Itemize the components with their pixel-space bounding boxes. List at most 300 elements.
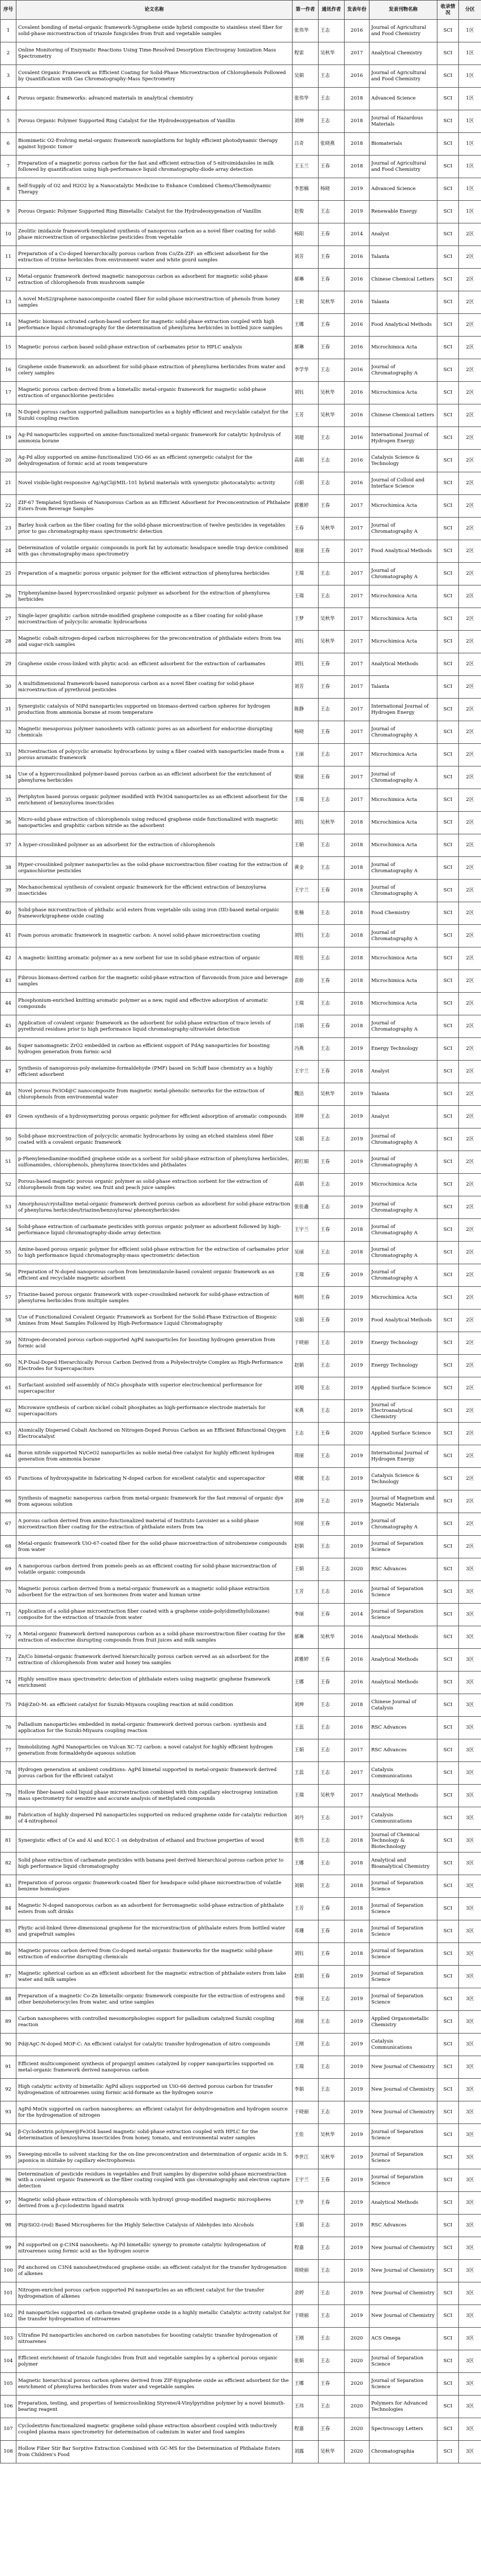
cell-year: 2018 [345, 1853, 370, 1875]
cell-title: Fabrication of highly dispersed Pd nanoparticles supported on reduced graphene oxide for catalytic reduction of 4-nitrophenol [16, 1807, 293, 1830]
cell-indexing: SCI [437, 427, 459, 450]
cell-corresponding-author: 王志 [319, 1717, 345, 1739]
cell-index: 3 [1, 65, 16, 88]
cell-first-author: 张伟华 [293, 88, 319, 110]
cell-title: Solid phase extraction of carbamate pesticides with banana peel derived hierarchical porous carbon prior to high performance liquid chromatography [16, 1853, 293, 1875]
cell-title: Ag-Pd alloy supported on amine-functionalized UiO-66 as an efficient synergetic catalyst for the dehydrogenation of formic acid at room temperature [16, 450, 293, 472]
cell-index: 90 [1, 2034, 16, 2056]
cell-title: Single-layer graphitic carbon nitride-modified graphene composite as a fiber coating for solid-phase microextraction of polycyclic aromatic hydrocarbons [16, 608, 293, 631]
cell-journal: Journal of Chromatography A [370, 721, 437, 744]
cell-first-author: 郝琳 [293, 269, 319, 291]
cell-corresponding-author: 吴秋华 [319, 2147, 345, 2169]
table-row [1, 314, 481, 337]
cell-title: Online Monitoring of Enzymatic Reactions Using Time-Resolved Desorption Electrospray Ionization Mass Spectrometry [16, 42, 293, 65]
table-row [1, 518, 481, 540]
cell-first-author: 刘钰 [293, 653, 319, 676]
cell-first-author: 王宇兰 [293, 1061, 319, 1083]
cell-journal: RSC Advances [370, 1558, 437, 1581]
cell-indexing: SCI [437, 1988, 459, 2011]
cell-corresponding-author: 王志 [319, 1875, 345, 1898]
cell-zone: 3区 [459, 1898, 481, 1920]
cell-indexing: SCI [437, 2034, 459, 2056]
cell-index: 100 [1, 2260, 16, 2282]
cell-indexing: SCI [437, 156, 459, 178]
cell-year: 2018 [345, 1875, 370, 1898]
cell-journal: Journal of Colloid and Interface Science [370, 472, 437, 495]
cell-year: 2019 [345, 1128, 370, 1151]
cell-title: Use of Functionalized Covalent Organic Framework as Sorbent for the Solid-Phase Extraction of Biogenic Amines from Meat Samples Followed by High-Performance Liquid Chromatography [16, 1309, 293, 1332]
cell-zone: 3区 [459, 1807, 481, 1830]
cell-first-author: 冯燕 [293, 1038, 319, 1061]
cell-first-author: 王宇兰 [293, 2169, 319, 2192]
cell-indexing: SCI [437, 1672, 459, 1694]
cell-index: 77 [1, 1739, 16, 1762]
cell-first-author: 褚敏 [293, 1468, 319, 1491]
cell-index: 60 [1, 1355, 16, 1377]
cell-year: 2014 [345, 1604, 370, 1626]
cell-zone: 3区 [459, 2169, 481, 2192]
table-row [1, 1309, 481, 1332]
cell-first-author: 刘翔 [293, 1377, 319, 1400]
table-row [1, 1106, 481, 1128]
header-first-author: 第一作者 [293, 1, 319, 20]
cell-indexing: SCI [437, 1038, 459, 1061]
cell-indexing: SCI [437, 1898, 459, 1920]
cell-zone: 3区 [459, 2237, 481, 2260]
cell-indexing: SCI [437, 2215, 459, 2237]
header-indexing: 收录情况 [437, 1, 459, 20]
cell-zone: 2区 [459, 1309, 481, 1332]
cell-journal: Microchimica Acta [370, 1287, 437, 1309]
cell-corresponding-author: 王志 [319, 1830, 345, 1853]
cell-year: 2020 [345, 2441, 370, 2463]
cell-year: 2018 [345, 1219, 370, 1242]
cell-journal: Analytical Methods [370, 1626, 437, 1649]
cell-index: 18 [1, 404, 16, 427]
cell-corresponding-author: 吴秋华 [319, 1785, 345, 1807]
cell-first-author: 张娟 [293, 2350, 319, 2373]
cell-index: 56 [1, 1264, 16, 1287]
cell-year: 2020 [345, 2373, 370, 2396]
cell-first-author: 程雷 [293, 42, 319, 65]
cell-title: Amine-based porous organic polymer for efficient solid-phase extraction for the extraction of carbamates prior to high performance liquid chromatography-mass spectrometric detection [16, 1242, 293, 1264]
table-row [1, 1468, 481, 1491]
cell-title: Solid-phase extraction of carbamate pesticides with porous organic polymer as adsorbent followed by high-performance liquid chromatography-diode array detection [16, 1219, 293, 1242]
cell-year: 2019 [345, 2192, 370, 2215]
cell-corresponding-author: 王志 [319, 1853, 345, 1875]
cell-journal: Journal of Chromatography A [370, 1196, 437, 1219]
cell-index: 92 [1, 2079, 16, 2101]
cell-journal: Journal of Chromatography A [370, 1513, 437, 1536]
cell-first-author: 王春 [293, 518, 319, 540]
cell-corresponding-author: 王志 [319, 1355, 345, 1377]
cell-journal: Journal of Separation Science [370, 1920, 437, 1943]
cell-index: 10 [1, 223, 16, 246]
cell-corresponding-author: 王志 [319, 2305, 345, 2328]
cell-year: 2019 [345, 1309, 370, 1332]
cell-corresponding-author: 王志 [319, 2282, 345, 2305]
header-zone: 分区 [459, 1, 481, 20]
cell-zone: 2区 [459, 1468, 481, 1491]
cell-indexing: SCI [437, 1423, 459, 1445]
cell-indexing: SCI [437, 1694, 459, 1717]
cell-index: 67 [1, 1513, 16, 1536]
cell-zone: 2区 [459, 880, 481, 902]
cell-index: 102 [1, 2305, 16, 2328]
cell-index: 36 [1, 812, 16, 834]
cell-index: 2 [1, 42, 16, 65]
cell-indexing: SCI [437, 1332, 459, 1355]
cell-indexing: SCI [437, 20, 459, 42]
cell-first-author: 吕奇 [293, 133, 319, 156]
table-row [1, 1083, 481, 1106]
cell-first-author: 刘超 [293, 427, 319, 450]
cell-corresponding-author: 王志 [319, 585, 345, 608]
cell-zone: 3区 [459, 2373, 481, 2396]
cell-journal: Renewable Energy [370, 201, 437, 223]
cell-indexing: SCI [437, 65, 459, 88]
cell-indexing: SCI [437, 563, 459, 585]
cell-zone: 2区 [459, 450, 481, 472]
cell-corresponding-author: 王春 [319, 1015, 345, 1038]
cell-zone: 2区 [459, 699, 481, 721]
cell-index: 33 [1, 744, 16, 766]
cell-indexing: SCI [437, 993, 459, 1015]
cell-title: AgPd-MnOx supported on carbon nanospheres: an efficient catalyst for dehydrogenation and hydrogen source for the hydrogenation of nitrogen [16, 2101, 293, 2124]
cell-zone: 2区 [459, 857, 481, 880]
cell-corresponding-author: 王志 [319, 450, 345, 472]
table-row [1, 1128, 481, 1151]
cell-journal: Journal of Separation Science [370, 1966, 437, 1988]
cell-indexing: SCI [437, 495, 459, 518]
cell-title: Magnetic solid-phase extraction of chlorophenols with hydroxyl group-modified magnetic microspheres derived from a β-cyclodextrin ligand matrix [16, 2192, 293, 2215]
cell-zone: 3区 [459, 1875, 481, 1898]
cell-indexing: SCI [437, 1558, 459, 1581]
cell-zone: 2区 [459, 766, 481, 789]
cell-first-author: 杨晓 [293, 721, 319, 744]
cell-first-author: 李丽 [293, 1604, 319, 1626]
cell-zone: 2区 [459, 1536, 481, 1558]
cell-index: 64 [1, 1445, 16, 1468]
cell-indexing: SCI [437, 2056, 459, 2079]
cell-corresponding-author: 王志 [319, 1694, 345, 1717]
cell-journal: Talanta [370, 291, 437, 314]
cell-first-author: 张伟 [293, 1830, 319, 1853]
cell-indexing: SCI [437, 2373, 459, 2396]
cell-corresponding-author: 王志 [319, 563, 345, 585]
cell-zone: 2区 [459, 1287, 481, 1309]
cell-zone: 2区 [459, 721, 481, 744]
cell-title: Porous Organic Polymer Supported Ring Catalyst for the Hydrodeoxygenation of Vanillin [16, 110, 293, 133]
table-row [1, 2305, 481, 2328]
table-row [1, 2215, 481, 2237]
cell-corresponding-author: 王志 [319, 925, 345, 947]
cell-journal: RSC Advances [370, 1739, 437, 1762]
cell-journal: Journal of Agricultural and Food Chemistry [370, 20, 437, 42]
cell-year: 2020 [345, 2350, 370, 2373]
cell-year: 2019 [345, 1513, 370, 1536]
cell-corresponding-author: 王志 [319, 2215, 345, 2237]
cell-index: 42 [1, 947, 16, 970]
cell-first-author: 刘坤 [293, 110, 319, 133]
cell-journal: Journal of Agricultural and Food Chemistry [370, 156, 437, 178]
cell-index: 106 [1, 2396, 16, 2418]
cell-indexing: SCI [437, 2147, 459, 2169]
table-row [1, 2373, 481, 2396]
cell-corresponding-author: 王春 [319, 156, 345, 178]
cell-first-author: 刘丽 [293, 2011, 319, 2034]
cell-index: 44 [1, 993, 16, 1015]
cell-indexing: SCI [437, 1649, 459, 1672]
cell-indexing: SCI [437, 269, 459, 291]
cell-first-author: 张佳鑫 [293, 1196, 319, 1219]
cell-title: Magnetic biomass activated carbon-based sorbent for magnetic solid-phase extraction coupled with high performance liquid chromatography for the determination of phenylurea herbicides in bottled juice samples [16, 314, 293, 337]
cell-year: 2019 [345, 2237, 370, 2260]
cell-zone: 1区 [459, 133, 481, 156]
cell-corresponding-author: 王志 [319, 1174, 345, 1196]
cell-journal: Journal of Separation Science [370, 1943, 437, 1966]
cell-first-author: 刘坤 [293, 1694, 319, 1717]
cell-index: 26 [1, 585, 16, 608]
cell-corresponding-author: 王春 [319, 653, 345, 676]
cell-index: 73 [1, 1649, 16, 1672]
table-row [1, 133, 481, 156]
cell-journal: Analytical Methods [370, 1785, 437, 1807]
cell-index: 93 [1, 2101, 16, 2124]
cell-first-author: 王蕊 [293, 1717, 319, 1739]
cell-zone: 3区 [459, 2215, 481, 2237]
cell-index: 43 [1, 970, 16, 993]
cell-zone: 2区 [459, 608, 481, 631]
cell-journal: Microchimica Acta [370, 789, 437, 812]
cell-indexing: SCI [437, 2079, 459, 2101]
cell-title: Application of a solid-phase microextraction fiber coated with a graphene oxide-poly(dimethylsiloxane) composite for the extraction of triazole from water [16, 1604, 293, 1626]
cell-title: N-Doped porous carbon supported palladium nanoparticles as a highly efficient and recyclable catalyst for the Suzuki coupling reaction [16, 404, 293, 427]
cell-index: 85 [1, 1920, 16, 1943]
cell-indexing: SCI [437, 699, 459, 721]
cell-title: Hollow Fiber Stir Bar Sorptive Extraction Combined with GC-MS for the Determination of Phthalate Esters from Children's Food [16, 2441, 293, 2463]
cell-zone: 3区 [459, 1672, 481, 1694]
cell-first-author: 王梦 [293, 608, 319, 631]
cell-first-author: 吴娟 [293, 1128, 319, 1151]
cell-journal: Journal of Separation Science [370, 2350, 437, 2373]
cell-zone: 2区 [459, 314, 481, 337]
cell-year: 2019 [345, 2056, 370, 2079]
table-row [1, 20, 481, 42]
cell-indexing: SCI [437, 201, 459, 223]
table-row [1, 789, 481, 812]
cell-corresponding-author: 王春 [319, 269, 345, 291]
cell-year: 2016 [345, 1717, 370, 1739]
cell-zone: 3区 [459, 2282, 481, 2305]
cell-zone: 2区 [459, 631, 481, 653]
cell-title: Magnetic spherical carbon as an efficient adsorbent for the magnetic extraction of phthalate esters from lake water and milk samples [16, 1966, 293, 1988]
cell-journal: Journal of Magnetism and Magnetic Materials [370, 1491, 437, 1513]
table-row [1, 427, 481, 450]
cell-indexing: SCI [437, 902, 459, 925]
cell-index: 61 [1, 1377, 16, 1400]
cell-corresponding-author: 王春 [319, 970, 345, 993]
cell-title: Green synthesis of a hydroxymerizing porous organic polymer for efficient adsorption of aromatic compounds [16, 1106, 293, 1128]
cell-index: 27 [1, 608, 16, 631]
cell-index: 25 [1, 563, 16, 585]
table-row [1, 382, 481, 404]
table-row [1, 1739, 481, 1762]
table-row [1, 2192, 481, 2215]
cell-journal: Microchimica Acta [370, 608, 437, 631]
table-row [1, 834, 481, 857]
cell-zone: 3区 [459, 1966, 481, 1988]
cell-corresponding-author: 吴秋华 [319, 631, 345, 653]
table-row [1, 1377, 481, 1400]
cell-indexing: SCI [437, 2305, 459, 2328]
cell-title: Triphenylamine-based hypercrosslinked organic polymer as adsorbent for the extraction of phenylurea herbicides [16, 585, 293, 608]
cell-first-author: 梁丽 [293, 766, 319, 789]
cell-journal: Analyst [370, 1061, 437, 1083]
cell-zone: 3区 [459, 2034, 481, 2056]
cell-zone: 3区 [459, 2124, 481, 2147]
cell-zone: 2区 [459, 744, 481, 766]
cell-title: Functions of hydroxyapatite in fabricating N-doped carbon for excellent catalytic and supercapacitor [16, 1468, 293, 1491]
cell-zone: 3区 [459, 2101, 481, 2124]
cell-indexing: SCI [437, 133, 459, 156]
cell-title: Metal-organic framework derived magnetic nanoporous carbon as adsorbent for magnetic solid-phase extraction of chlorophenols from mushroom sample [16, 269, 293, 291]
cell-first-author: 程嘉 [293, 2237, 319, 2260]
cell-corresponding-author: 吴秋华 [319, 404, 345, 427]
cell-first-author: 程嘉 [293, 2418, 319, 2441]
cell-title: Preparation of porous organic framework-coated fiber for headspace solid-phase microextraction of volatile benzene homologues [16, 1875, 293, 1898]
cell-first-author: 王娟 [293, 834, 319, 857]
cell-zone: 1区 [459, 88, 481, 110]
cell-corresponding-author: 王春 [319, 1898, 345, 1920]
cell-corresponding-author: 王春 [319, 1604, 345, 1626]
cell-title: Covalent Organic Framework as Efficient Coating for Solid-Phase Microextraction of Chlorophenols Followed by Quantification with Gas Chromatography-Mass Spectrometry [16, 65, 293, 88]
cell-corresponding-author: 王志 [319, 1491, 345, 1513]
cell-corresponding-author: 王春 [319, 223, 345, 246]
cell-title: p-Phenylenediamine-modified graphene oxide as a sorbent for solid-phase extraction of phenylurea herbicides, sulfonamides, chlorophenols, phenylurea insecticides and phthalates [16, 1151, 293, 1174]
cell-first-author: 杨阳 [293, 223, 319, 246]
cell-corresponding-author: 王志 [319, 201, 345, 223]
cell-journal: Journal of Separation Science [370, 2147, 437, 2169]
cell-title: Magnetic cobalt-nitrogen-doped carbon microspheres for the preconcentration of phthalate esters from tea and sugar-rich samples [16, 631, 293, 653]
cell-index: 20 [1, 450, 16, 472]
cell-indexing: SCI [437, 1807, 459, 1830]
cell-year: 2018 [345, 812, 370, 834]
cell-journal: Applied Surface Science [370, 1423, 437, 1445]
cell-title: Self-Supply of O2 and H2O2 by a Nanocatalytic Medicine to Enhance Combined Chemo/Chemodynamic Therapy [16, 178, 293, 201]
cell-title: Magnetic hierarchical porous carbon spheres derived from ZIF-8/graphene oxide as efficient adsorbent for the enrichment of phenylurea herbicides from water and vegetable samples [16, 2373, 293, 2396]
cell-indexing: SCI [437, 1061, 459, 1083]
table-row [1, 2056, 481, 2079]
cell-title: Nitrogen-decorated porous carbon-supported AgPd nanoparticles for boosting hydrogen generation from formic acid [16, 1332, 293, 1355]
cell-corresponding-author: 吴秋华 [319, 291, 345, 314]
cell-index: 28 [1, 631, 16, 653]
cell-zone: 3区 [459, 2305, 481, 2328]
cell-corresponding-author: 吴秋华 [319, 382, 345, 404]
table-row [1, 359, 481, 382]
cell-title: A Metal-organic framework derived nanoporous carbon as a solid-phase microextraction fiber coating for the extraction of endocrine disrupting compounds from fruit juices and milk samples [16, 1626, 293, 1649]
cell-corresponding-author: 王志 [319, 1468, 345, 1491]
cell-year: 2019 [345, 1355, 370, 1377]
table-row [1, 1355, 481, 1377]
cell-index: 22 [1, 495, 16, 518]
cell-corresponding-author: 吴秋华 [319, 518, 345, 540]
cell-journal: Energy Technology [370, 1355, 437, 1377]
cell-title: Mechanochemical synthesis of covalent organic framework for the efficient extraction of benzoylurea insecticides [16, 880, 293, 902]
cell-first-author: 王玉兰 [293, 156, 319, 178]
cell-corresponding-author: 王志 [319, 110, 345, 133]
cell-first-author: 赵娟 [293, 1536, 319, 1558]
cell-indexing: SCI [437, 631, 459, 653]
cell-zone: 2区 [459, 1332, 481, 1355]
cell-year: 2016 [345, 1581, 370, 1604]
cell-indexing: SCI [437, 2396, 459, 2418]
cell-index: 70 [1, 1581, 16, 1604]
table-row [1, 2169, 481, 2192]
cell-indexing: SCI [437, 970, 459, 993]
cell-zone: 2区 [459, 993, 481, 1015]
cell-index: 14 [1, 314, 16, 337]
cell-year: 2014 [345, 223, 370, 246]
cell-title: Hyper-crosslinked polymer nanoparticles as the solid-phase microextraction fiber coating for the extraction of organochlorine pesticides [16, 857, 293, 880]
cell-indexing: SCI [437, 1785, 459, 1807]
cell-title: Porous organic frameworks: advanced materials in analytical chemistry [16, 88, 293, 110]
cell-indexing: SCI [437, 1445, 459, 1468]
cell-index: 34 [1, 766, 16, 789]
cell-zone: 3区 [459, 1988, 481, 2011]
cell-index: 30 [1, 676, 16, 699]
cell-journal: Journal of Separation Science [370, 1988, 437, 2011]
table-row [1, 880, 481, 902]
cell-journal: Catalysis Science & Technology [370, 450, 437, 472]
cell-zone: 2区 [459, 1264, 481, 1287]
cell-zone: 2区 [459, 1513, 481, 1536]
cell-title: Preparation of a Co-doped hierarchically porous carbon from Co/Zn-ZIF: an efficient adsorbent for the extraction of trizine herbicides from environment water and white gourd samples [16, 246, 293, 269]
cell-title: Synthesis of magnetic nanoporous carbon from metal-organic framework for the fast removal of organic dye from aqueous solution [16, 1491, 293, 1513]
cell-indexing: SCI [437, 925, 459, 947]
header-index: 序号 [1, 1, 16, 20]
cell-first-author: 郭雅婷 [293, 495, 319, 518]
table-row [1, 1558, 481, 1581]
cell-index: 84 [1, 1898, 16, 1920]
cell-title: A magnetic knitting aromatic polymer as a new sorbent for use in solid-phase extraction of organic [16, 947, 293, 970]
table-row [1, 653, 481, 676]
cell-year: 2020 [345, 2396, 370, 2418]
cell-zone: 2区 [459, 653, 481, 676]
cell-title: Phosphonium-enriched knitting aromatic polymer as a new, rapid and effective adsorption of aromatic compounds [16, 993, 293, 1015]
cell-indexing: SCI [437, 812, 459, 834]
cell-indexing: SCI [437, 246, 459, 269]
cell-zone: 3区 [459, 1830, 481, 1853]
cell-corresponding-author: 王志 [319, 1196, 345, 1219]
cell-first-author: 赵俊 [293, 201, 319, 223]
cell-corresponding-author: 王志 [319, 2011, 345, 2034]
cell-corresponding-author: 王春 [319, 2373, 345, 2396]
cell-indexing: SCI [437, 1943, 459, 1966]
cell-index: 94 [1, 2124, 16, 2147]
cell-journal: Food Analytical Methods [370, 1309, 437, 1332]
cell-year: 2019 [345, 1377, 370, 1400]
cell-first-author: 王娟 [293, 2215, 319, 2237]
cell-indexing: SCI [437, 1581, 459, 1604]
cell-journal: Biomaterials [370, 133, 437, 156]
cell-journal: Journal of Chromatography A [370, 518, 437, 540]
cell-journal: Food Analytical Methods [370, 314, 437, 337]
cell-title: Determination of volatile organic compounds in pork fat by automatic headspace needle trap device combined with gas chromatography-mass spectrometry [16, 540, 293, 563]
cell-year: 2020 [345, 1558, 370, 1581]
table-row [1, 1785, 481, 1807]
cell-zone: 2区 [459, 269, 481, 291]
